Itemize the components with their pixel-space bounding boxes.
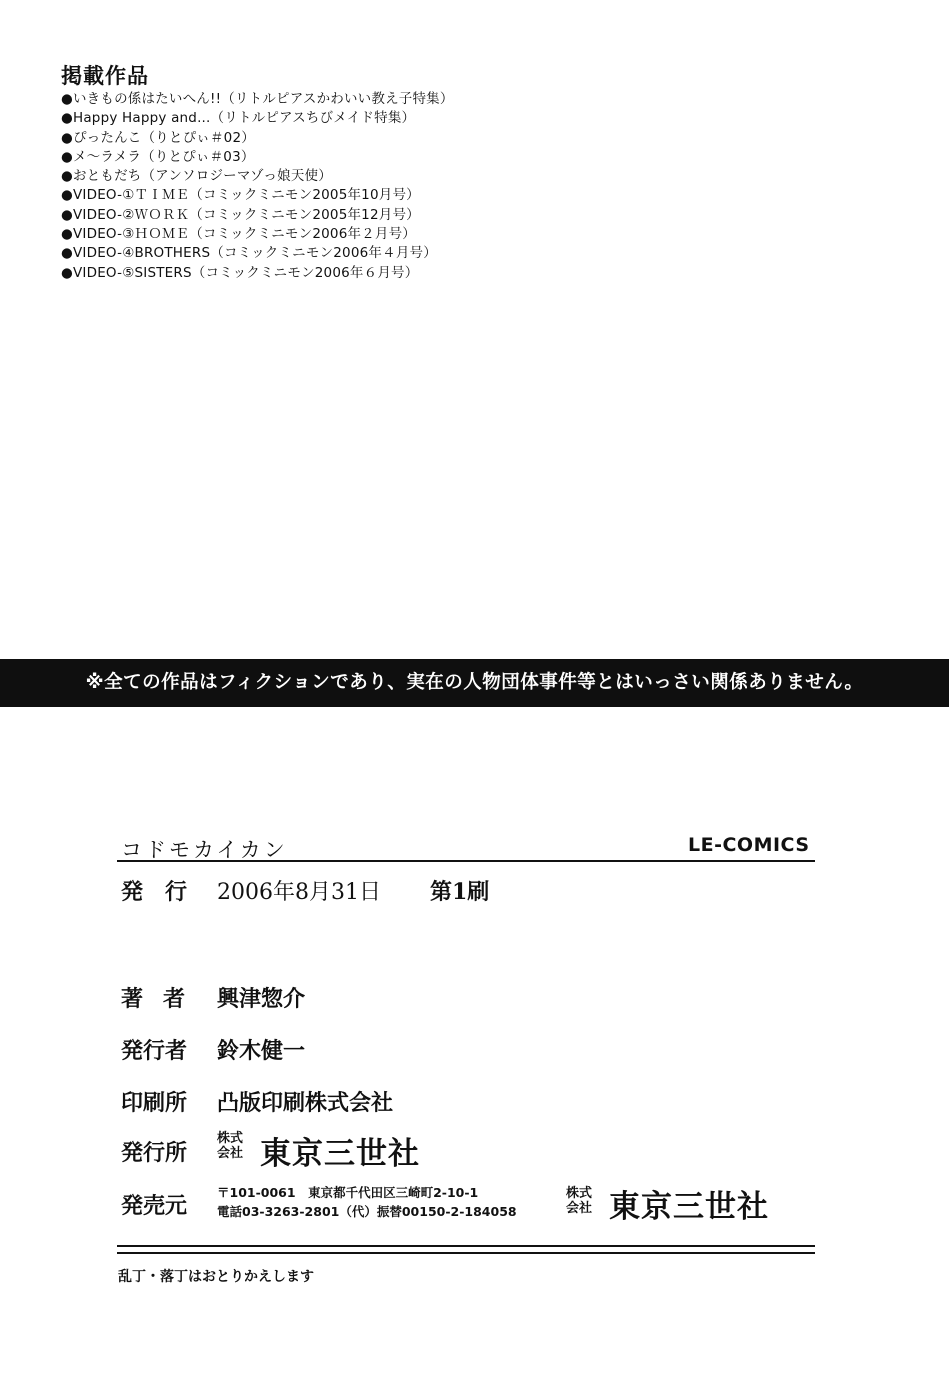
list-item: ●ぴったんこ（りとぴぃ＃02） — [61, 129, 255, 146]
seller-company-name: 東京三世社 — [609, 1189, 769, 1225]
works-list — [61, 90, 454, 283]
imprint-label: LE-COMICS — [688, 834, 810, 856]
list-item: ●VIDEO-⑤SISTERS（コミックミニモン2006年６月号） — [61, 264, 419, 281]
seller-kk-mark — [566, 1186, 596, 1216]
author-value: 興津惣介 — [217, 987, 306, 1012]
office-label: 発行所 — [121, 1141, 188, 1166]
author-label: 著者 — [121, 987, 206, 1012]
list-item: ●おともだち（アンソロジーマゾっ娘天使） — [61, 168, 332, 185]
exchange-note: 乱丁・落丁はおとりかえします — [118, 1269, 314, 1285]
kk-top: 株式 — [566, 1186, 593, 1201]
printer-label: 印刷所 — [121, 1091, 188, 1116]
publisher-label: 発行者 — [121, 1039, 188, 1064]
disclaimer-band — [0, 659, 949, 707]
kk-bottom: 会社 — [217, 1146, 244, 1161]
kk-bottom: 会社 — [566, 1201, 593, 1216]
list-item: ●VIDEO-③ＨＯＭＥ（コミックミニモン2006年２月号） — [61, 226, 416, 243]
seller-address: 〒101-0061 東京都千代田区三崎町2-10-1 — [217, 1185, 479, 1200]
seller-phone: 電話03-3263-2801（代）振替00150-2-184058 — [217, 1204, 517, 1219]
works-title: 掲載作品 — [61, 64, 149, 88]
printer-value: 凸版印刷株式会社 — [217, 1091, 394, 1116]
office-kk-mark — [217, 1131, 247, 1161]
issue-date: 2006年8月31日 — [217, 880, 381, 905]
office-company-name: 東京三世社 — [260, 1136, 420, 1172]
seller-address-block — [217, 1183, 517, 1221]
bottom-double-rule — [117, 1245, 815, 1254]
seller-label: 発売元 — [121, 1194, 188, 1219]
list-item: ●いきもの係はたいへん!!（リトルピアスかわいい教え子特集） — [61, 91, 454, 107]
list-item: ●Happy Happy and...（リトルピアスちびメイド特集） — [61, 110, 416, 127]
list-item: ●VIDEO-④BROTHERS（コミックミニモン2006年４月号） — [61, 245, 437, 262]
publisher-value: 鈴木健一 — [217, 1039, 306, 1064]
issue-label: 発行 — [121, 880, 210, 905]
list-item: ●VIDEO-①ＴＩＭＥ（コミックミニモン2005年10月号） — [61, 187, 420, 204]
disclaimer-text: ※全ての作品はフィクションであり、実在の人物団体事件等とはいっさい関係ありません。 — [85, 672, 864, 693]
book-title: コドモカイカン — [121, 838, 288, 862]
list-item: ●VIDEO-②ＷＯＲＫ（コミックミニモン2005年12月号） — [61, 206, 420, 223]
title-rule — [117, 860, 815, 862]
list-item: ●メ～ラメラ（りとぴぃ＃03） — [61, 148, 255, 165]
kk-top: 株式 — [217, 1131, 244, 1146]
issue-print: 第1刷 — [430, 879, 490, 905]
